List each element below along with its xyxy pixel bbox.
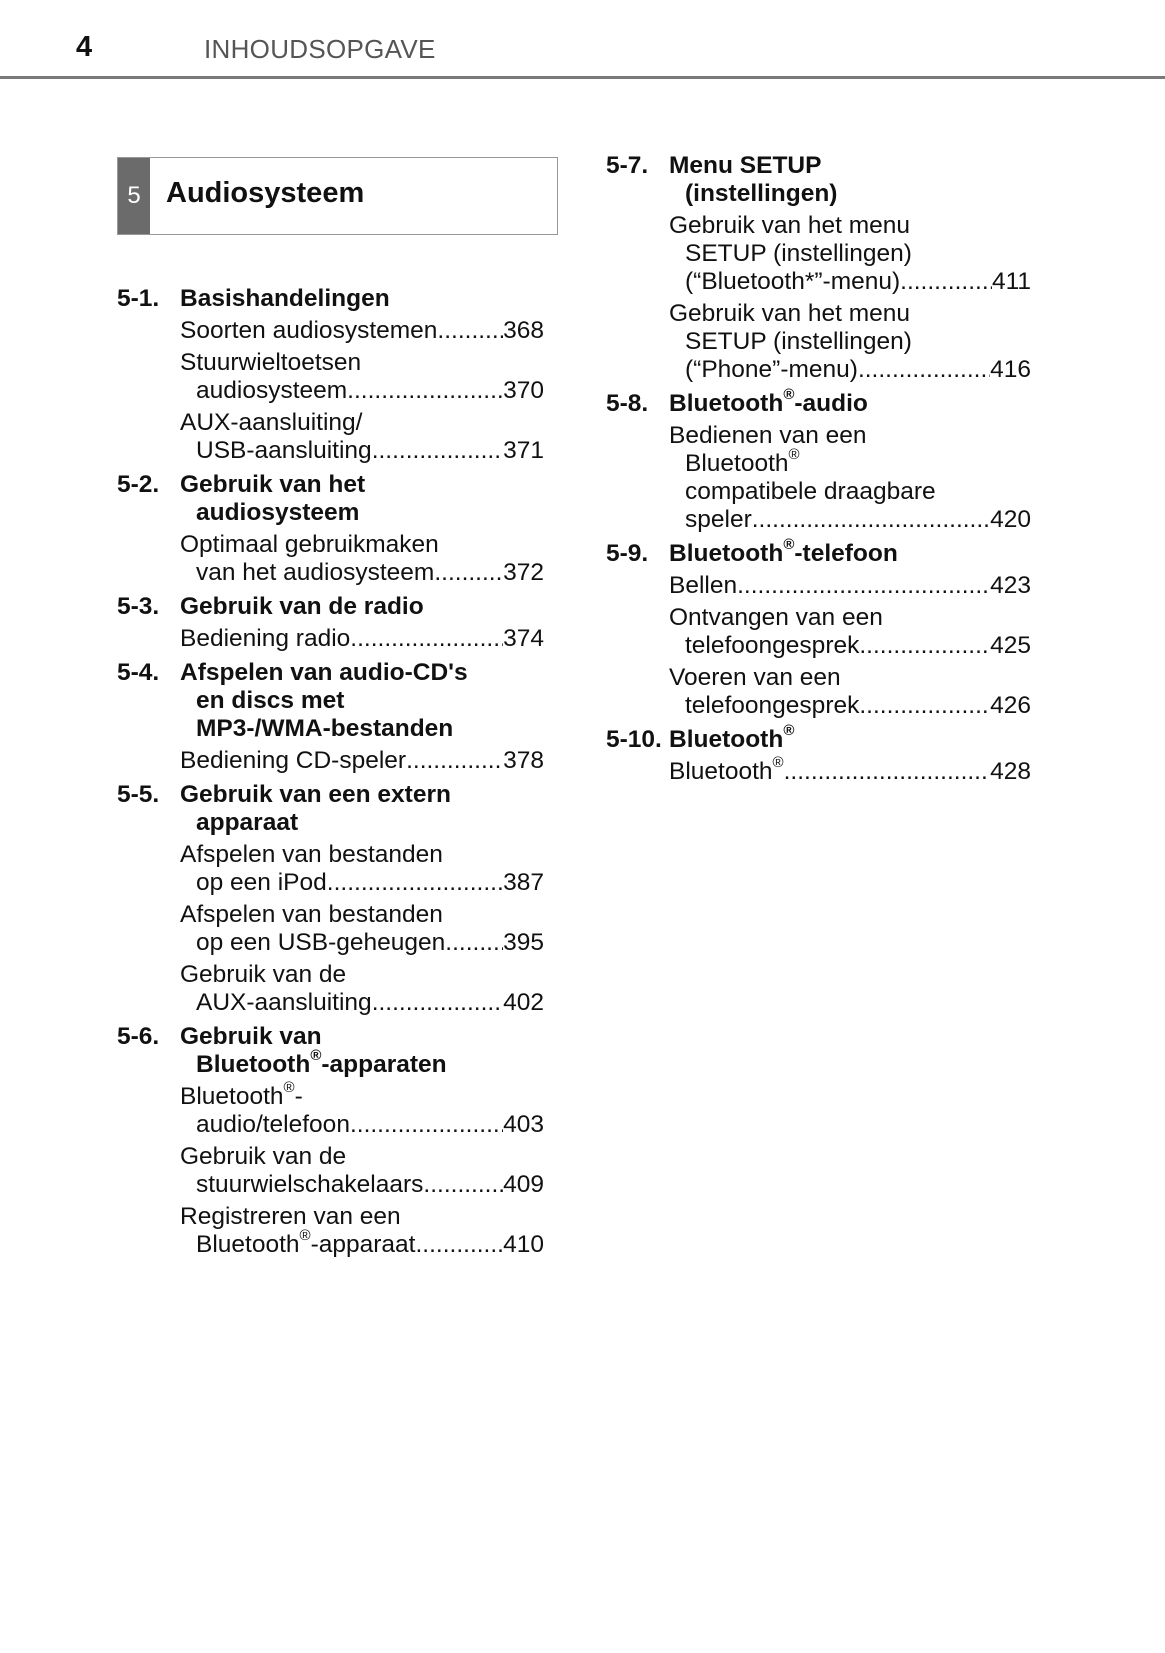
toc-entry[interactable]: Gebruik van de stuurwielschakelaars ..... 409 bbox=[180, 1143, 544, 1199]
header-title: INHOUDSOPGAVE bbox=[204, 34, 436, 64]
toc-entry[interactable]: Bediening radio ..... 374 bbox=[180, 625, 544, 653]
toc-entry[interactable]: Voeren van een telefoongesprek ..... 426 bbox=[669, 664, 1031, 720]
toc-left-column bbox=[117, 285, 544, 1265]
toc-entry[interactable]: Bluetooth®- audio/telefoon ..... 403 bbox=[180, 1083, 544, 1139]
toc-section-5-7 bbox=[606, 152, 1031, 384]
section-heading[interactable]: 5-8. Bluetooth®-audio bbox=[606, 385, 868, 417]
toc-section-5-4 bbox=[117, 659, 544, 775]
toc-section-5-2 bbox=[117, 471, 544, 587]
header-rule bbox=[0, 76, 1165, 79]
toc-entry[interactable]: Registreren van een Bluetooth®-apparaat ..... 410 bbox=[180, 1203, 544, 1259]
chapter-number: 5 bbox=[118, 158, 150, 234]
toc-entry[interactable]: Stuurwieltoetsen audiosysteem ..... 370 bbox=[180, 349, 544, 405]
section-heading[interactable]: 5-1. Basishandelingen bbox=[117, 285, 390, 312]
toc-entry[interactable]: Gebruik van de AUX-aansluiting ..... 402 bbox=[180, 961, 544, 1017]
toc-entry[interactable]: Soorten audiosystemen ..... 368 bbox=[180, 317, 544, 345]
toc-entry[interactable]: Bluetooth® ..... 428 bbox=[669, 758, 1031, 786]
section-heading[interactable]: 5-9. Bluetooth®-telefoon bbox=[606, 535, 898, 567]
section-heading[interactable]: 5-2. Gebruik van het audiosysteem bbox=[117, 471, 366, 526]
toc-entry[interactable]: Ontvangen van een telefoongesprek ..... 425 bbox=[669, 604, 1031, 660]
toc-entry[interactable]: Bedienen van een Bluetooth® compatibele draagbare speler ..... 420 bbox=[669, 422, 1031, 534]
section-heading[interactable]: 5-6. Gebruik van Bluetooth®-apparaten bbox=[117, 1023, 447, 1078]
chapter-heading bbox=[117, 157, 558, 235]
toc-entry[interactable]: Bellen ..... 423 bbox=[669, 572, 1031, 600]
toc-section-5-6 bbox=[117, 1023, 544, 1259]
section-heading[interactable]: 5-4. Afspelen van audio-CD's en discs met MP3-/WMA-bestanden bbox=[117, 659, 468, 742]
toc-entry[interactable]: Afspelen van bestanden op een iPod ..... 387 bbox=[180, 841, 544, 897]
section-heading[interactable]: 5-3. Gebruik van de radio bbox=[117, 593, 424, 620]
toc-section-5-10 bbox=[606, 721, 1031, 786]
toc-entry[interactable]: AUX-aansluiting/ USB-aansluiting ..... 371 bbox=[180, 409, 544, 465]
section-heading[interactable]: 5-7. Menu SETUP (instellingen) bbox=[606, 152, 838, 207]
toc-right-column bbox=[606, 152, 1031, 792]
toc-section-5-9 bbox=[606, 535, 1031, 720]
toc-section-5-3 bbox=[117, 593, 544, 653]
toc-section-5-8 bbox=[606, 385, 1031, 534]
toc-entry[interactable]: Optimaal gebruikmaken van het audiosysteem ..... 372 bbox=[180, 531, 544, 587]
section-heading[interactable]: 5-5. Gebruik van een extern apparaat bbox=[117, 781, 451, 836]
section-heading[interactable]: 5-10. Bluetooth® bbox=[606, 721, 795, 753]
page-number: 4 bbox=[76, 31, 93, 63]
toc-section-5-1 bbox=[117, 285, 544, 465]
chapter-title: Audiosysteem bbox=[166, 177, 365, 209]
toc-section-5-5 bbox=[117, 781, 544, 1017]
toc-entry[interactable]: Gebruik van het menu SETUP (instellingen) (“Bluetooth*”-menu) ..... 411 bbox=[669, 212, 1031, 296]
toc-entry[interactable]: Afspelen van bestanden op een USB-geheugen ..... 395 bbox=[180, 901, 544, 957]
page-header bbox=[0, 0, 1165, 80]
toc-entry[interactable]: Bediening CD-speler ..... 378 bbox=[180, 747, 544, 775]
toc-entry[interactable]: Gebruik van het menu SETUP (instellingen) (“Phone”-menu) ..... 416 bbox=[669, 300, 1031, 384]
